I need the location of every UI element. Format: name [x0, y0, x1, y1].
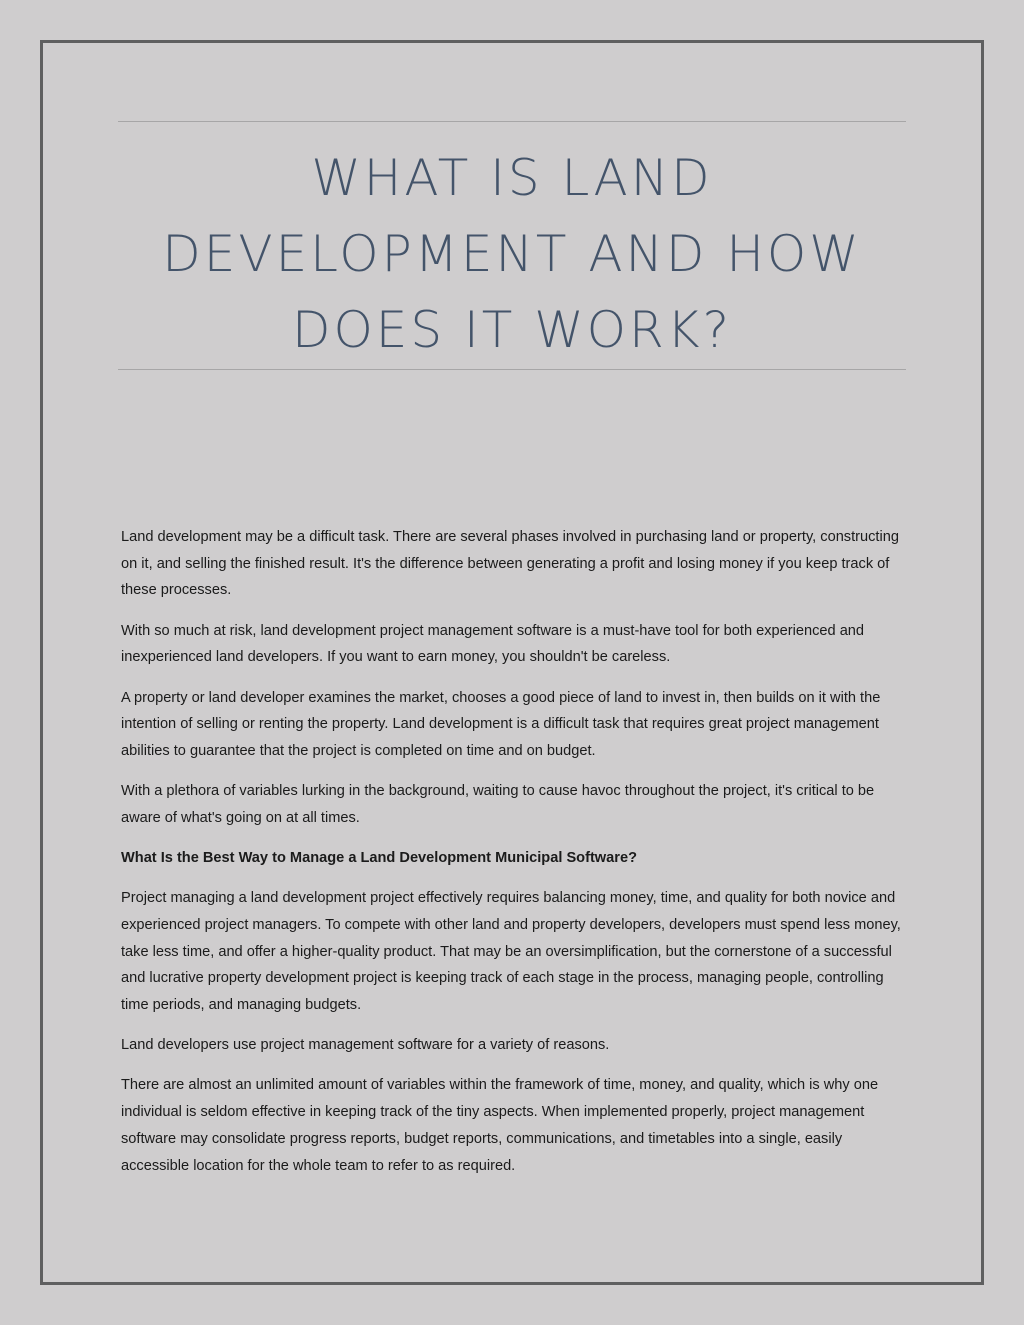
- paragraph: Project managing a land development project effectively requires balancing money, time, and quality for both novice and experienced project managers. To compete with other land and property developers, developers must spend less money, take less time, and offer a higher-quality product. That may be an oversimplification, but the cornerstone of a successful and lucrative property development project is keeping track of each stage in the process, managing people, controlling time periods, and managing budgets.: [121, 890, 901, 1014]
- article-body: [121, 524, 911, 1193]
- paragraph: With a plethora of variables lurking in the background, waiting to cause havoc throughout the project, it's critical to be aware of what's going on at all times.: [121, 783, 875, 826]
- title-bottom-divider: [118, 369, 906, 370]
- title-top-divider: [118, 121, 906, 122]
- paragraph: Land development may be a difficult task. There are several phases involved in purchasing land or property, constructing on it, and selling the finished result. It's the difference between generating a profit and losing money if you keep track of these processes.: [121, 529, 899, 599]
- section-heading: What Is the Best Way to Manage a Land Development Municipal Software?: [121, 850, 637, 867]
- paragraph: With so much at risk, land development project management software is a must-have tool for both experienced and inexperienced land developers. If you want to earn money, you shouldn't be careless.: [121, 622, 865, 666]
- paragraph: There are almost an unlimited amount of variables within the framework of time, money, and quality, which is why one individual is seldom effective in keeping track of the tiny aspects. When implemented properly, project management software may consolidate progress reports, budget reports, communications, and timetables into a single, easily accessible location for the whole team to refer to as required.: [121, 1077, 879, 1174]
- paragraph: Land developers use project management software for a variety of reasons.: [121, 1037, 610, 1054]
- page-title: WHAT IS LAND DEVELOPMENT AND HOW DOES IT WORK?: [162, 149, 862, 359]
- paragraph: A property or land developer examines the market, chooses a good piece of land to invest in, then builds on it with the intention of selling or renting the property. Land development is a difficult task that requires great project management abilities to guarantee that the project is completed on time and on budget.: [121, 689, 881, 759]
